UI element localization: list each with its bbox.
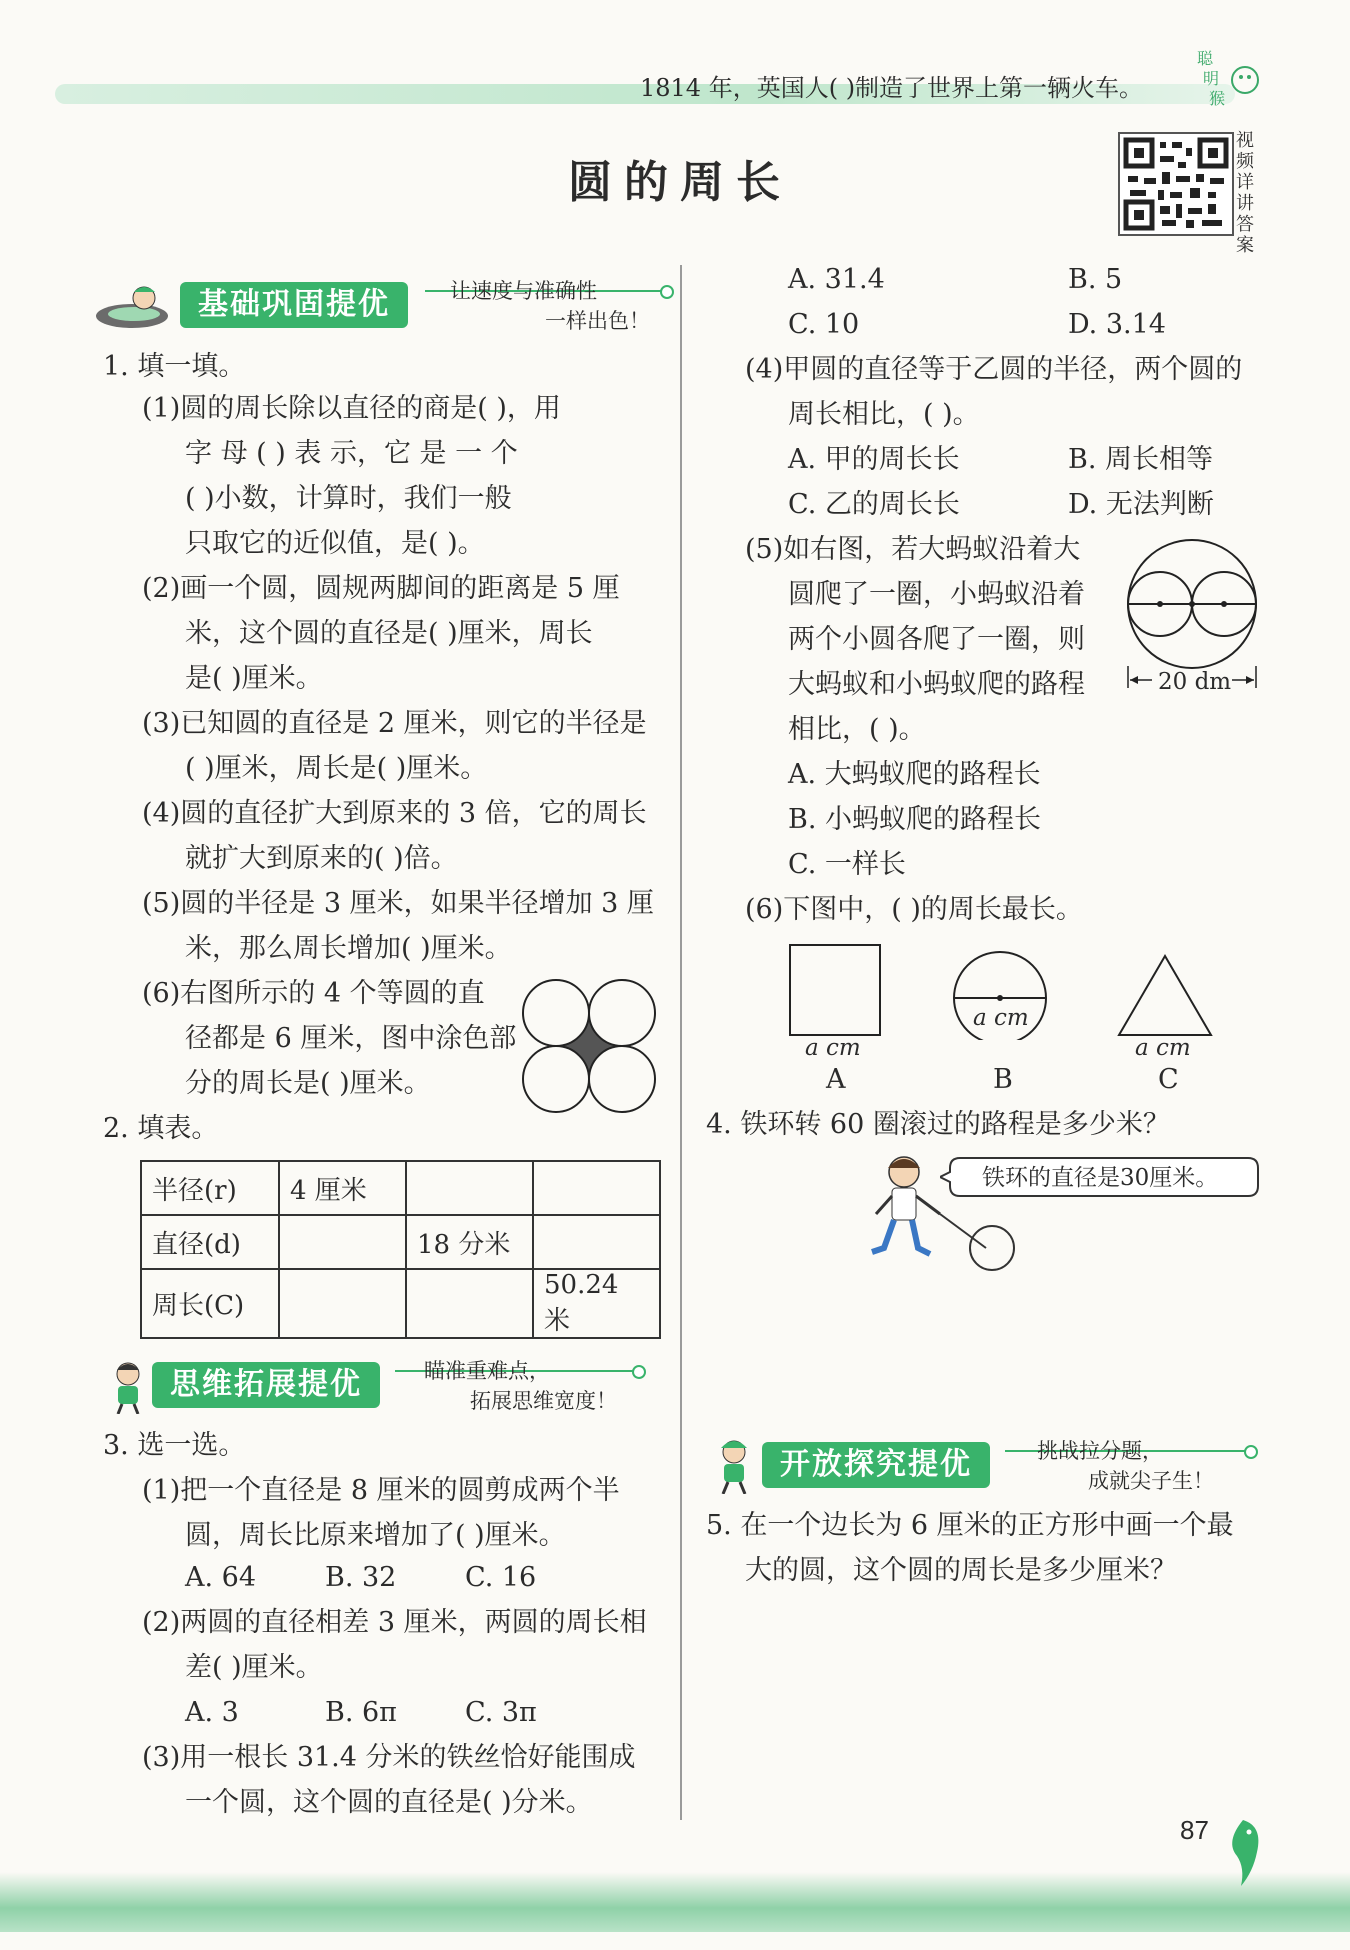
table-cell: 直径(d) xyxy=(141,1215,279,1269)
q3-4-option-a[interactable]: A. 甲的周长长 xyxy=(788,444,960,475)
q1-2-line3: 是( )厘米。 xyxy=(185,663,323,694)
kid-explorer-mascot-icon xyxy=(705,1436,763,1494)
q4-line: 4. 铁环转 60 圈滚过的路程是多少米？ xyxy=(706,1109,1170,1140)
section-open-label: 开放探究提优 xyxy=(762,1442,990,1488)
q3-3-option-b[interactable]: B. 5 xyxy=(1068,264,1123,295)
section-basic-label: 基础巩固提优 xyxy=(180,282,408,328)
q3-6-line: (6)下图中，( )的周长最长。 xyxy=(745,894,1083,925)
table-cell xyxy=(279,1215,406,1269)
q3-5-option-a[interactable]: A. 大蚂蚁爬的路程长 xyxy=(788,759,1041,790)
q1-6-line2: 径都是 6 厘米，图中涂色部 xyxy=(185,1023,517,1054)
speech-bubble-text: 铁环的直径是30厘米。 xyxy=(982,1165,1219,1191)
svg-text:明: 明 xyxy=(1203,69,1220,88)
q3-3-option-d[interactable]: D. 3.14 xyxy=(1068,309,1166,340)
qr-code-icon[interactable] xyxy=(1118,132,1234,236)
q1-heading: 1. 填一填。 xyxy=(103,351,246,382)
section-thinking-slogan-2: 拓展思维宽度！ xyxy=(470,1389,617,1413)
q1-6-line1: (6)右图所示的 4 个等圆的直 xyxy=(142,978,485,1009)
table-row xyxy=(141,1161,660,1215)
section-basic-dot xyxy=(660,285,674,299)
header-fact: 1814 年，英国人( )制造了世界上第一辆火车。 xyxy=(640,74,1144,102)
shaded-region xyxy=(556,1013,622,1079)
q3-2-line1: (2)两圆的直径相差 3 厘米，两圆的周长相 xyxy=(142,1607,647,1638)
fill-table xyxy=(140,1160,661,1339)
q3-1-line2: 圆，周长比原来增加了( )厘米。 xyxy=(185,1520,566,1551)
table-cell: 半径(r) xyxy=(141,1161,279,1215)
table-row xyxy=(141,1215,660,1269)
q3-2-option-c[interactable]: C. 3π xyxy=(465,1697,537,1728)
q3-5-line5: 相比，( )。 xyxy=(788,714,926,745)
table-cell: 周长(C) xyxy=(141,1269,279,1338)
diameter-label: 20 dm xyxy=(1158,669,1232,695)
q3-4-option-d[interactable]: D. 无法判断 xyxy=(1068,489,1214,520)
page-title: 圆的周长 xyxy=(568,157,792,208)
mascot-text: 聪 xyxy=(1197,49,1214,68)
q3-5-line3: 两个小圆各爬了一圈，则 xyxy=(788,624,1085,655)
q3-5-option-c[interactable]: C. 一样长 xyxy=(788,849,906,880)
q1-2-line2: 米，这个圆的直径是( )厘米，周长 xyxy=(185,618,593,649)
kid-mascot-icon xyxy=(100,1358,156,1414)
q3-4-option-b[interactable]: B. 周长相等 xyxy=(1068,444,1214,475)
q3-2-option-b[interactable]: B. 6π xyxy=(325,1697,397,1728)
table-cell: 50.24 米 xyxy=(533,1269,660,1338)
section-basic-slogan-1: 让速度与准确性 xyxy=(450,279,597,303)
q3-4-line1: (4)甲圆的直径等于乙圆的半径，两个圆的 xyxy=(745,354,1243,385)
q3-2-option-a[interactable]: A. 3 xyxy=(185,1697,239,1728)
shape-b-label: B xyxy=(993,1064,1013,1095)
hoop-icon xyxy=(970,1226,1014,1270)
table-cell xyxy=(533,1161,660,1215)
q3-5-line2: 圆爬了一圈，小蚂蚁沿着 xyxy=(788,579,1085,610)
q3-1-option-c[interactable]: C. 16 xyxy=(465,1562,537,1593)
q2-heading: 2. 填表。 xyxy=(103,1113,219,1144)
section-open-slogan-2: 成就尖子生！ xyxy=(1088,1469,1214,1493)
monkey-mascot-icon xyxy=(1195,42,1265,112)
q1-3-line1: (3)已知圆的直径是 2 厘米，则它的半径是 xyxy=(142,708,647,739)
q3-3-line2: 一个圆，这个圆的直径是( )分米。 xyxy=(185,1787,593,1818)
section-open-dot xyxy=(1244,1445,1258,1459)
q1-1-line3: ( )小数，计算时，我们一般 xyxy=(185,483,512,514)
q3-4-line2: 周长相比，( )。 xyxy=(788,399,980,430)
q3-5-line1: (5)如右图，若大蚂蚁沿着大 xyxy=(745,534,1081,565)
q5-line2: 大的圆，这个圆的周长是多少厘米？ xyxy=(745,1555,1177,1586)
qr-caption: 视频详讲答案 xyxy=(1236,130,1254,256)
q3-5-option-b[interactable]: B. 小蚂蚁爬的路程长 xyxy=(788,804,1042,835)
triangle-shape xyxy=(1119,956,1211,1035)
rocket-mascot-icon xyxy=(92,282,178,334)
q3-2-line2: 差( )厘米。 xyxy=(185,1652,323,1683)
section-thinking-dot xyxy=(632,1365,646,1379)
q3-3-option-c[interactable]: C. 10 xyxy=(788,309,860,340)
q3-1-option-b[interactable]: B. 32 xyxy=(325,1562,397,1593)
q3-1-option-a[interactable]: A. 64 xyxy=(185,1562,257,1593)
q1-1-line1: (1)圆的周长除以直径的商是( )，用 xyxy=(142,393,561,424)
q1-5-line2: 米，那么周长增加( )厘米。 xyxy=(185,933,512,964)
q3-1-line1: (1)把一个直径是 8 厘米的圆剪成两个半 xyxy=(142,1475,620,1506)
q1-1-line2: 字 母 ( ) 表 示，它 是 一 个 xyxy=(185,438,518,469)
q1-2-line1: (2)画一个圆，圆规两脚间的距离是 5 厘 xyxy=(142,573,620,604)
table-row xyxy=(141,1269,660,1338)
shape-c-label: C xyxy=(1158,1064,1179,1095)
svg-text:猴: 猴 xyxy=(1209,89,1226,108)
square-shape xyxy=(790,945,880,1035)
table-cell: 18 分米 xyxy=(406,1215,533,1269)
page-number: 87 xyxy=(1180,1815,1209,1845)
q5-line1: 5. 在一个边长为 6 厘米的正方形中画一个最 xyxy=(706,1510,1234,1541)
footer-band xyxy=(0,1872,1350,1932)
q3-3-line1: (3)用一根长 31.4 分米的铁丝恰好能围成 xyxy=(142,1742,636,1773)
shape-c-dim: a cm xyxy=(1135,1035,1191,1061)
table-cell xyxy=(406,1269,533,1338)
four-circles-figure xyxy=(518,975,660,1117)
q1-6-line3: 分的周长是( )厘米。 xyxy=(185,1068,431,1099)
q1-3-line2: ( )厘米，周长是( )厘米。 xyxy=(185,753,488,784)
q3-5-line4: 大蚂蚁和小蚂蚁爬的路程 xyxy=(788,669,1085,700)
q1-4-line1: (4)圆的直径扩大到原来的 3 倍，它的周长 xyxy=(142,798,647,829)
q1-1-line4: 只取它的近似值，是( )。 xyxy=(185,528,485,559)
table-cell xyxy=(279,1269,406,1338)
table-cell xyxy=(533,1215,660,1269)
table-cell xyxy=(406,1161,533,1215)
table-cell: 4 厘米 xyxy=(279,1161,406,1215)
dolphin-mascot-icon xyxy=(1215,1812,1271,1892)
q1-5-line1: (5)圆的半径是 3 厘米，如果半径增加 3 厘 xyxy=(142,888,654,919)
column-divider xyxy=(680,265,682,1820)
shape-b-dim: a cm xyxy=(973,1005,1029,1031)
shape-a-label: A xyxy=(826,1064,846,1095)
section-open-slogan-1: 挑战拉分题， xyxy=(1037,1439,1163,1463)
q3-3-option-a[interactable]: A. 31.4 xyxy=(788,264,885,295)
q3-heading: 3. 选一选。 xyxy=(103,1430,246,1461)
section-basic-slogan-2: 一样出色！ xyxy=(545,309,650,333)
q3-4-option-c[interactable]: C. 乙的周长长 xyxy=(788,489,960,520)
shape-a-dim: a cm xyxy=(805,1035,861,1061)
q1-4-line2: 就扩大到原来的( )倍。 xyxy=(185,843,458,874)
section-thinking-label: 思维拓展提优 xyxy=(152,1362,380,1408)
section-thinking-slogan-1: 瞄准重难点， xyxy=(424,1359,550,1383)
